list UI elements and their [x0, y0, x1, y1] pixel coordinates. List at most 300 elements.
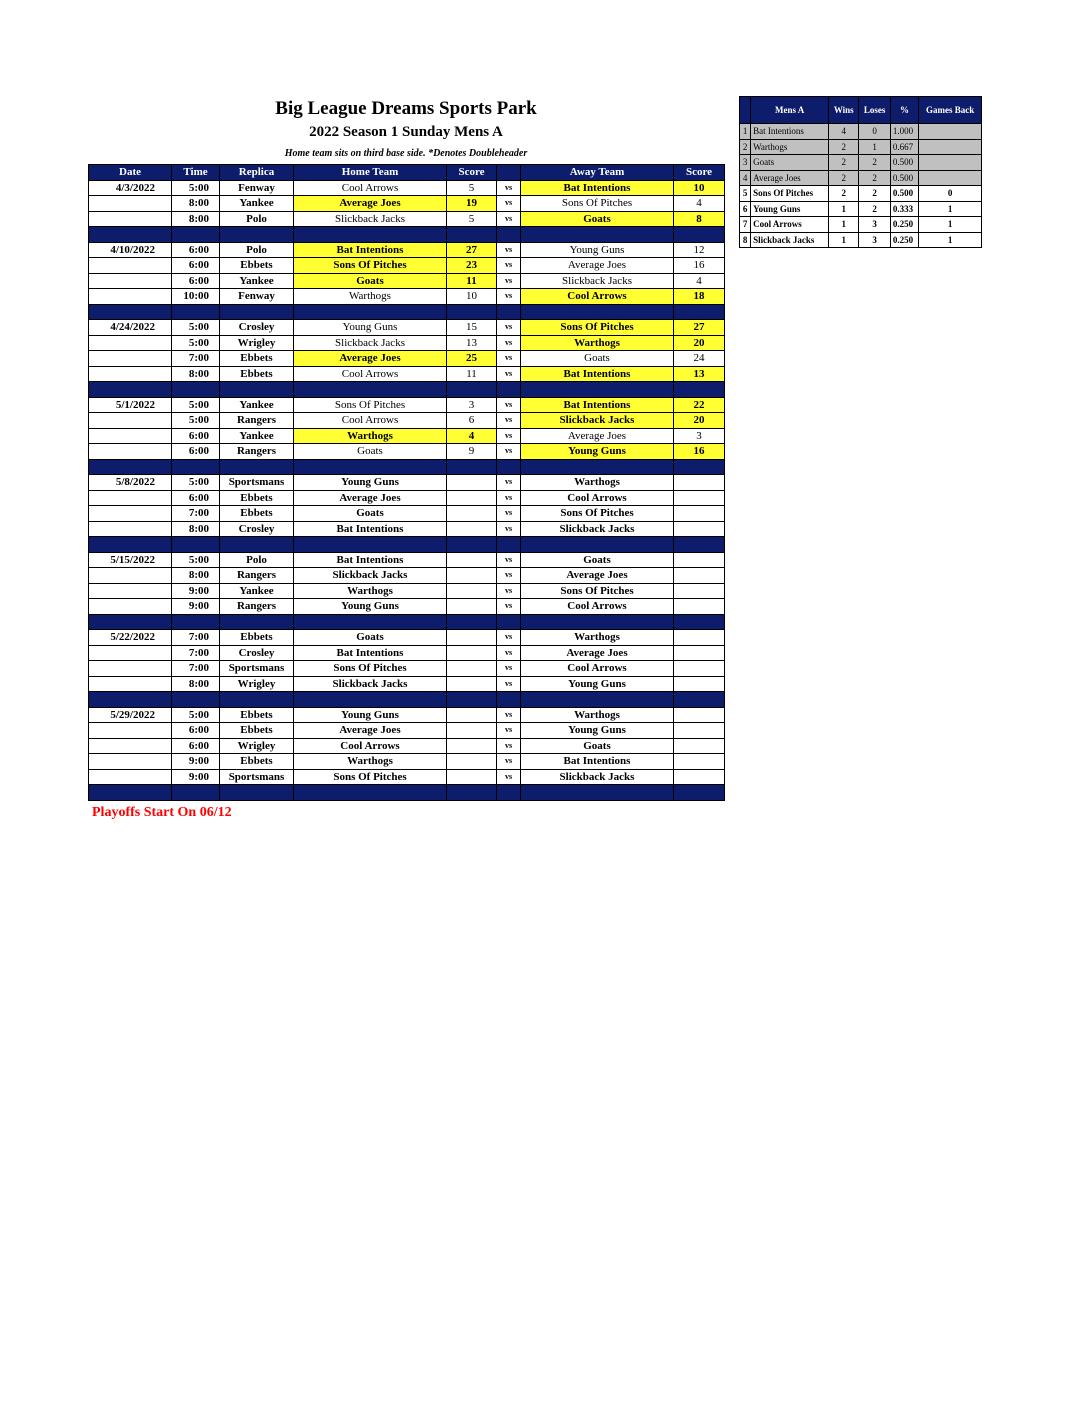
home-team: Average Joes [294, 490, 447, 506]
home-score: 27 [447, 242, 497, 258]
game-row [89, 506, 725, 522]
separator-cell [521, 382, 674, 398]
game-row [89, 599, 725, 615]
standing-loses: 3 [859, 217, 890, 233]
separator-cell [674, 785, 725, 801]
away-score [674, 723, 725, 739]
home-score: 11 [447, 366, 497, 382]
standings-table [739, 96, 982, 248]
home-score: 4 [447, 428, 497, 444]
standing-pct: 0.250 [890, 217, 918, 233]
separator-cell [521, 785, 674, 801]
game-field: Rangers [220, 599, 294, 615]
separator-cell [497, 459, 521, 475]
game-date [89, 258, 172, 274]
game-field: Fenway [220, 289, 294, 305]
standings-row [740, 232, 982, 248]
vs-label: vs [497, 769, 521, 785]
standing-pct: 0.667 [890, 139, 918, 155]
standings-col-games-back: Games Back [919, 97, 982, 124]
standing-loses: 2 [859, 186, 890, 202]
page-title: Big League Dreams Sports Park [275, 98, 537, 119]
separator-cell [674, 459, 725, 475]
separator-cell [447, 304, 497, 320]
standing-team: Bat Intentions [751, 124, 829, 140]
game-time: 9:00 [172, 599, 220, 615]
game-time: 7:00 [172, 630, 220, 646]
game-date: 5/8/2022 [89, 475, 172, 491]
standing-wins: 4 [829, 124, 859, 140]
home-score: 23 [447, 258, 497, 274]
home-score [447, 645, 497, 661]
away-score: 20 [674, 335, 725, 351]
home-score [447, 475, 497, 491]
away-team: Sons Of Pitches [521, 196, 674, 212]
separator-cell [172, 785, 220, 801]
week-separator [89, 459, 725, 475]
game-time: 9:00 [172, 583, 220, 599]
separator-cell [172, 614, 220, 630]
standing-pct: 0.500 [890, 170, 918, 186]
home-team: Bat Intentions [294, 242, 447, 258]
away-score: 20 [674, 413, 725, 429]
standing-rank: 6 [740, 201, 751, 217]
separator-cell [89, 692, 172, 708]
away-score: 18 [674, 289, 725, 305]
game-field: Fenway [220, 180, 294, 196]
game-row [89, 211, 725, 227]
vs-label: vs [497, 242, 521, 258]
game-date [89, 676, 172, 692]
col-vs [497, 165, 521, 181]
vs-label: vs [497, 661, 521, 677]
separator-cell [294, 227, 447, 243]
separator-cell [674, 614, 725, 630]
game-date [89, 335, 172, 351]
away-team: Sons Of Pitches [521, 320, 674, 336]
standing-rank: 4 [740, 170, 751, 186]
separator-cell [220, 304, 294, 320]
home-team: Warthogs [294, 289, 447, 305]
standings-header-row [740, 97, 982, 124]
home-team: Cool Arrows [294, 413, 447, 429]
vs-label: vs [497, 397, 521, 413]
vs-label: vs [497, 568, 521, 584]
separator-cell [220, 785, 294, 801]
home-score [447, 676, 497, 692]
standings-col-loses: Loses [859, 97, 890, 124]
standing-loses: 3 [859, 232, 890, 248]
separator-cell [447, 227, 497, 243]
col-replica: Replica [220, 165, 294, 181]
game-time: 6:00 [172, 428, 220, 444]
week-separator [89, 614, 725, 630]
away-score [674, 676, 725, 692]
away-score [674, 506, 725, 522]
away-team: Sons Of Pitches [521, 506, 674, 522]
vs-label: vs [497, 196, 521, 212]
home-score: 5 [447, 211, 497, 227]
game-field: Yankee [220, 397, 294, 413]
game-time: 6:00 [172, 738, 220, 754]
game-time: 6:00 [172, 258, 220, 274]
game-field: Ebbets [220, 366, 294, 382]
game-row [89, 335, 725, 351]
home-score: 6 [447, 413, 497, 429]
vs-label: vs [497, 630, 521, 646]
standing-pct: 0.500 [890, 186, 918, 202]
game-field: Ebbets [220, 506, 294, 522]
home-team: Slickback Jacks [294, 335, 447, 351]
standing-rank: 7 [740, 217, 751, 233]
away-team: Warthogs [521, 707, 674, 723]
separator-cell [447, 785, 497, 801]
standing-team: Slickback Jacks [751, 232, 829, 248]
week-separator [89, 304, 725, 320]
game-field: Crosley [220, 320, 294, 336]
away-score: 22 [674, 397, 725, 413]
game-date [89, 289, 172, 305]
vs-label: vs [497, 707, 521, 723]
away-score: 24 [674, 351, 725, 367]
away-team: Bat Intentions [521, 180, 674, 196]
home-score [447, 707, 497, 723]
game-row [89, 475, 725, 491]
home-score [447, 521, 497, 537]
vs-label: vs [497, 599, 521, 615]
game-field: Ebbets [220, 630, 294, 646]
vs-label: vs [497, 475, 521, 491]
away-team: Average Joes [521, 428, 674, 444]
vs-label: vs [497, 738, 521, 754]
away-score [674, 490, 725, 506]
game-date: 5/29/2022 [89, 707, 172, 723]
game-row [89, 320, 725, 336]
standing-games-back [919, 155, 982, 171]
game-field: Sportsmans [220, 769, 294, 785]
separator-cell [172, 692, 220, 708]
game-field: Crosley [220, 521, 294, 537]
game-field: Crosley [220, 645, 294, 661]
game-row [89, 676, 725, 692]
standing-team: Goats [751, 155, 829, 171]
away-team: Warthogs [521, 630, 674, 646]
separator-cell [674, 537, 725, 553]
away-score: 8 [674, 211, 725, 227]
game-row [89, 738, 725, 754]
home-score [447, 769, 497, 785]
standing-games-back [919, 170, 982, 186]
game-time: 5:00 [172, 707, 220, 723]
separator-cell [497, 304, 521, 320]
game-field: Yankee [220, 273, 294, 289]
away-team: Cool Arrows [521, 289, 674, 305]
away-score [674, 630, 725, 646]
vs-label: vs [497, 754, 521, 770]
game-field: Ebbets [220, 723, 294, 739]
away-team: Warthogs [521, 475, 674, 491]
game-time: 8:00 [172, 521, 220, 537]
col-away-team: Away Team [521, 165, 674, 181]
game-field: Ebbets [220, 490, 294, 506]
away-score [674, 738, 725, 754]
game-date [89, 723, 172, 739]
game-row [89, 583, 725, 599]
game-row [89, 769, 725, 785]
away-score: 4 [674, 196, 725, 212]
schedule-header-row [89, 165, 725, 181]
standings-row [740, 139, 982, 155]
away-team: Young Guns [521, 444, 674, 460]
separator-cell [294, 692, 447, 708]
game-date: 5/15/2022 [89, 552, 172, 568]
game-row [89, 568, 725, 584]
standing-loses: 2 [859, 201, 890, 217]
vs-label: vs [497, 180, 521, 196]
home-team: Young Guns [294, 599, 447, 615]
vs-label: vs [497, 723, 521, 739]
home-score: 25 [447, 351, 497, 367]
separator-cell [521, 227, 674, 243]
game-row [89, 351, 725, 367]
separator-cell [674, 227, 725, 243]
away-score: 16 [674, 258, 725, 274]
away-team: Average Joes [521, 258, 674, 274]
home-score [447, 490, 497, 506]
separator-cell [220, 614, 294, 630]
week-separator [89, 227, 725, 243]
vs-label: vs [497, 428, 521, 444]
home-score [447, 599, 497, 615]
separator-cell [497, 227, 521, 243]
away-score: 16 [674, 444, 725, 460]
standings-row [740, 186, 982, 202]
game-time: 6:00 [172, 273, 220, 289]
home-score [447, 506, 497, 522]
game-row [89, 258, 725, 274]
game-time: 7:00 [172, 661, 220, 677]
standing-loses: 0 [859, 124, 890, 140]
away-score [674, 707, 725, 723]
standings-col-team: Mens A [751, 97, 829, 124]
game-row [89, 428, 725, 444]
game-date [89, 196, 172, 212]
standing-games-back [919, 139, 982, 155]
away-team: Young Guns [521, 723, 674, 739]
schedule-note: Home team sits on third base side. *Denotes Doubleheader [284, 148, 528, 159]
standing-team: Sons Of Pitches [751, 186, 829, 202]
separator-cell [294, 459, 447, 475]
game-row [89, 289, 725, 305]
game-field: Rangers [220, 568, 294, 584]
game-field: Wrigley [220, 676, 294, 692]
home-team: Young Guns [294, 320, 447, 336]
standings-row [740, 155, 982, 171]
home-score [447, 738, 497, 754]
away-score [674, 475, 725, 491]
standing-wins: 1 [829, 201, 859, 217]
vs-label: vs [497, 506, 521, 522]
separator-cell [294, 614, 447, 630]
separator-cell [89, 227, 172, 243]
game-date: 4/3/2022 [89, 180, 172, 196]
home-team: Sons Of Pitches [294, 258, 447, 274]
home-team: Cool Arrows [294, 738, 447, 754]
home-team: Goats [294, 630, 447, 646]
home-team: Goats [294, 273, 447, 289]
game-date [89, 211, 172, 227]
standing-pct: 0.250 [890, 232, 918, 248]
game-time: 5:00 [172, 552, 220, 568]
separator-cell [294, 304, 447, 320]
home-score [447, 661, 497, 677]
standings-row [740, 170, 982, 186]
home-score: 9 [447, 444, 497, 460]
separator-cell [497, 614, 521, 630]
separator-cell [521, 692, 674, 708]
home-team: Sons Of Pitches [294, 661, 447, 677]
away-score [674, 521, 725, 537]
game-field: Rangers [220, 413, 294, 429]
game-time: 5:00 [172, 320, 220, 336]
home-score [447, 630, 497, 646]
home-score: 11 [447, 273, 497, 289]
separator-cell [447, 692, 497, 708]
game-date [89, 738, 172, 754]
away-team: Goats [521, 211, 674, 227]
standings-col-rank [740, 97, 751, 124]
vs-label: vs [497, 676, 521, 692]
away-score: 12 [674, 242, 725, 258]
standing-games-back: 1 [919, 217, 982, 233]
vs-label: vs [497, 552, 521, 568]
game-time: 5:00 [172, 475, 220, 491]
separator-cell [89, 614, 172, 630]
separator-cell [521, 304, 674, 320]
game-row [89, 180, 725, 196]
away-team: Sons Of Pitches [521, 583, 674, 599]
week-separator [89, 692, 725, 708]
schedule-table [88, 164, 725, 801]
separator-cell [674, 382, 725, 398]
home-score: 10 [447, 289, 497, 305]
home-score [447, 583, 497, 599]
home-team: Goats [294, 444, 447, 460]
game-date [89, 413, 172, 429]
separator-cell [89, 785, 172, 801]
vs-label: vs [497, 351, 521, 367]
home-team: Cool Arrows [294, 366, 447, 382]
game-date [89, 521, 172, 537]
vs-label: vs [497, 444, 521, 460]
standing-team: Cool Arrows [751, 217, 829, 233]
game-time: 9:00 [172, 754, 220, 770]
game-field: Wrigley [220, 335, 294, 351]
col-time: Time [172, 165, 220, 181]
standing-games-back [919, 124, 982, 140]
game-field: Yankee [220, 583, 294, 599]
game-date [89, 769, 172, 785]
game-field: Ebbets [220, 754, 294, 770]
home-team: Slickback Jacks [294, 568, 447, 584]
home-team: Bat Intentions [294, 552, 447, 568]
game-date [89, 351, 172, 367]
vs-label: vs [497, 273, 521, 289]
separator-cell [89, 382, 172, 398]
game-row [89, 196, 725, 212]
game-date: 5/22/2022 [89, 630, 172, 646]
game-date [89, 568, 172, 584]
standing-wins: 2 [829, 170, 859, 186]
col-away-score: Score [674, 165, 725, 181]
game-date [89, 599, 172, 615]
game-time: 8:00 [172, 211, 220, 227]
away-score: 4 [674, 273, 725, 289]
game-field: Rangers [220, 444, 294, 460]
game-field: Polo [220, 242, 294, 258]
game-date [89, 583, 172, 599]
home-team: Goats [294, 506, 447, 522]
home-team: Warthogs [294, 583, 447, 599]
separator-cell [220, 692, 294, 708]
away-score [674, 552, 725, 568]
standing-team: Young Guns [751, 201, 829, 217]
home-score [447, 754, 497, 770]
game-time: 6:00 [172, 490, 220, 506]
game-row [89, 397, 725, 413]
separator-cell [497, 537, 521, 553]
standing-rank: 1 [740, 124, 751, 140]
game-date [89, 645, 172, 661]
separator-cell [521, 459, 674, 475]
separator-cell [294, 382, 447, 398]
separator-cell [172, 304, 220, 320]
away-team: Slickback Jacks [521, 413, 674, 429]
away-team: Bat Intentions [521, 754, 674, 770]
separator-cell [172, 227, 220, 243]
game-field: Yankee [220, 196, 294, 212]
away-team: Cool Arrows [521, 490, 674, 506]
away-team: Goats [521, 552, 674, 568]
standing-wins: 2 [829, 155, 859, 171]
away-score: 10 [674, 180, 725, 196]
away-team: Bat Intentions [521, 366, 674, 382]
standings-row [740, 217, 982, 233]
game-time: 6:00 [172, 242, 220, 258]
vs-label: vs [497, 320, 521, 336]
game-row [89, 630, 725, 646]
game-field: Polo [220, 552, 294, 568]
away-score: 3 [674, 428, 725, 444]
away-score [674, 645, 725, 661]
home-score [447, 723, 497, 739]
home-team: Bat Intentions [294, 645, 447, 661]
away-team: Goats [521, 738, 674, 754]
away-team: Young Guns [521, 242, 674, 258]
separator-cell [497, 382, 521, 398]
game-field: Ebbets [220, 707, 294, 723]
home-team: Sons Of Pitches [294, 769, 447, 785]
away-team: Slickback Jacks [521, 273, 674, 289]
vs-label: vs [497, 521, 521, 537]
game-time: 7:00 [172, 506, 220, 522]
game-date [89, 444, 172, 460]
away-score [674, 568, 725, 584]
game-row [89, 366, 725, 382]
game-row [89, 521, 725, 537]
game-time: 9:00 [172, 769, 220, 785]
away-team: Cool Arrows [521, 661, 674, 677]
